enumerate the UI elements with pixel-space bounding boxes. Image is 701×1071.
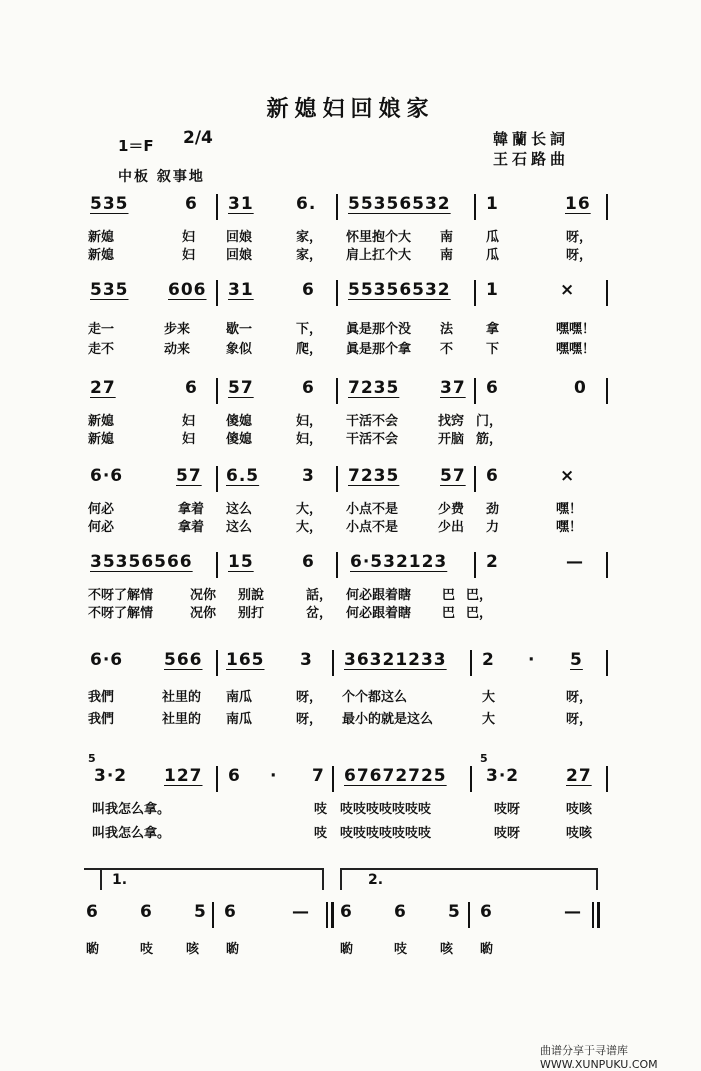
volta-bracket-1 [84, 868, 324, 870]
note-group: × [560, 280, 576, 300]
repeat-barline [331, 902, 334, 928]
note-group: 67672725 [344, 766, 447, 786]
barline [474, 552, 476, 578]
lyric: 大， [296, 520, 323, 535]
note-group: 2 [486, 552, 499, 572]
lyric: 吱呀 [494, 826, 521, 841]
note-group: 6 [480, 902, 493, 922]
lyric: 干活不会 [346, 432, 399, 447]
lyric: 瓜 [486, 230, 500, 245]
note-group: 6 [302, 378, 315, 398]
barline [336, 552, 338, 578]
watermark: 曲谱分享于寻谱库 WWW.XUNPUKU.COM [540, 1044, 658, 1071]
note-group: 5 [194, 902, 207, 922]
note-group: — [292, 902, 310, 922]
lyric: 嘿嘿！ [556, 322, 596, 337]
barline [212, 902, 214, 928]
note-group: 6 [302, 552, 315, 572]
lyric: 干活不会 [346, 414, 399, 429]
note-group: 55356532 [348, 194, 451, 214]
key-signature: 1＝F [118, 137, 154, 155]
lyric: 小点不是 [346, 502, 399, 517]
lyric: 我們 [88, 690, 115, 705]
note-group: 5 [570, 650, 583, 670]
lyric: 大 [482, 712, 496, 727]
note-group: 566 [164, 650, 203, 670]
lyric: 南 [440, 248, 454, 263]
grace-note: 5 [88, 752, 97, 765]
lyric: 呀， [566, 248, 593, 263]
lyric: 别打 [238, 606, 265, 621]
note-group: 6 [185, 194, 198, 214]
lyric: 找窍 [438, 414, 465, 429]
lyric: 拿着 [178, 502, 205, 517]
lyric: 妇， [296, 432, 323, 447]
lyric: 巴 [442, 606, 456, 621]
note-group: 7 [312, 766, 325, 786]
lyric: 象似 [226, 342, 253, 357]
lyric: 不呀了解情 [88, 588, 154, 603]
lyric: 社里的 [162, 712, 202, 727]
lyric: 我們 [88, 712, 115, 727]
barline [470, 766, 472, 792]
lyric: 南 [440, 230, 454, 245]
lyric: 新媳 [88, 248, 115, 263]
lyric: 何必跟着瞎 [346, 588, 412, 603]
note-group: 27 [566, 766, 592, 786]
lyric: 下 [486, 342, 500, 357]
barline [606, 766, 608, 792]
lyric: 吱呀 [494, 802, 521, 817]
volta-bracket-1 [322, 868, 324, 890]
lyric: 法 [440, 322, 454, 337]
lyric: 开脑 [438, 432, 465, 447]
lyric: 筋， [476, 432, 503, 447]
volta-bracket-2 [340, 868, 598, 870]
note-group: 3 [302, 466, 315, 486]
lyric: 况你 [190, 606, 217, 621]
lyric: 妇， [296, 414, 323, 429]
lyric: 最小的就是这么 [342, 712, 434, 727]
note-group: 37 [440, 378, 466, 398]
note-group: 57 [440, 466, 466, 486]
lyric: 呀， [566, 712, 593, 727]
barline [336, 280, 338, 306]
note-group: 6 [224, 902, 237, 922]
composer-credit: 王石路曲 [493, 150, 570, 168]
time-signature: 2/4 [183, 128, 213, 148]
note-group: — [566, 552, 584, 572]
barline [216, 280, 218, 306]
barline [216, 552, 218, 578]
lyric: 喲 [86, 942, 100, 957]
lyric: 岔， [306, 606, 333, 621]
lyric: 嘿！ [556, 502, 583, 517]
note-group: 3·2 [486, 766, 520, 786]
lyric: 不呀了解情 [88, 606, 154, 621]
lyric: 瓜 [486, 248, 500, 263]
lyric: 何必 [88, 520, 115, 535]
note-group: 6 [340, 902, 353, 922]
note-group: 6·532123 [350, 552, 448, 572]
lyric: 南瓜 [226, 712, 253, 727]
lyric: 傻媳 [226, 432, 253, 447]
barline [474, 194, 476, 220]
lyric: 吱 [314, 802, 328, 817]
lyric: 何必 [88, 502, 115, 517]
note-group: 5 [448, 902, 461, 922]
note-group: 6·6 [90, 466, 124, 486]
note-group: 6 [228, 766, 241, 786]
lyric: 吱咳 [566, 802, 593, 817]
lyric: 动来 [164, 342, 191, 357]
lyric: 走不 [88, 342, 115, 357]
barline [336, 194, 338, 220]
note-group: 6 [486, 466, 499, 486]
note-group: 1 [486, 194, 499, 214]
note-group: 27 [90, 378, 116, 398]
lyric: 喲 [226, 942, 240, 957]
note-group: 16 [565, 194, 591, 214]
note-group: 31 [228, 280, 254, 300]
barline [606, 552, 608, 578]
final-barline [592, 902, 594, 928]
lyric: 这么 [226, 520, 253, 535]
note-group: 127 [164, 766, 203, 786]
note-group: 6.5 [226, 466, 260, 486]
song-title: 新媳妇回娘家 [266, 96, 435, 122]
barline [336, 378, 338, 404]
lyric: 门， [476, 414, 503, 429]
lyric: 况你 [190, 588, 217, 603]
grace-note: 5 [480, 752, 489, 765]
volta-label-2: 2. [368, 872, 384, 888]
note-group: 165 [226, 650, 265, 670]
lyric: 家， [296, 248, 323, 263]
lyric: 何必跟着瞎 [346, 606, 412, 621]
barline [474, 378, 476, 404]
lyric: 新媳 [88, 230, 115, 245]
barline [216, 194, 218, 220]
repeat-barline [326, 902, 328, 928]
lyric: 大 [482, 690, 496, 705]
lyric: 这么 [226, 502, 253, 517]
lyric: 回娘 [226, 248, 253, 263]
lyric: 嘿嘿！ [556, 342, 596, 357]
volta-label-1: 1. [112, 872, 128, 888]
lyric: 歇一 [226, 322, 253, 337]
lyric: 爬， [296, 342, 323, 357]
note-group: 3 [300, 650, 313, 670]
lyric: 下， [296, 322, 323, 337]
lyric: 呀， [566, 690, 593, 705]
note-group: 1 [486, 280, 499, 300]
note-group: 7235 [348, 466, 400, 486]
note-group: × [560, 466, 576, 486]
lyric: 叫我怎么拿。 [92, 802, 171, 817]
barline [606, 650, 608, 676]
note-group: · [528, 650, 536, 670]
lyric: 巴， [466, 588, 493, 603]
note-group: 3·2 [94, 766, 128, 786]
lyric: 妇 [182, 248, 196, 263]
lyric: 回娘 [226, 230, 253, 245]
lyric: 吱咳 [566, 826, 593, 841]
lyric: 家， [296, 230, 323, 245]
lyric: 巴 [442, 588, 456, 603]
lyric: 傻媳 [226, 414, 253, 429]
lyric: 吱 [394, 942, 408, 957]
lyric: 拿 [486, 322, 500, 337]
lyric: 小点不是 [346, 520, 399, 535]
note-group: 6 [302, 280, 315, 300]
lyric: 咳 [440, 942, 454, 957]
lyric: 吱 [140, 942, 154, 957]
note-group: 7235 [348, 378, 400, 398]
lyric: 大， [296, 502, 323, 517]
lyric: 个个都这么 [342, 690, 408, 705]
lyric: 巴， [466, 606, 493, 621]
lyric: 不 [440, 342, 454, 357]
lyric: 妇 [182, 432, 196, 447]
barline [216, 378, 218, 404]
lyric: 少出 [438, 520, 465, 535]
lyric: 咳 [186, 942, 200, 957]
note-group: 6 [486, 378, 499, 398]
lyric: 南瓜 [226, 690, 253, 705]
note-group: 6 [140, 902, 153, 922]
lyric: 喲 [340, 942, 354, 957]
tempo-marking: 中板 叙事地 [118, 169, 205, 185]
note-group: 6. [296, 194, 317, 214]
note-group: 0 [574, 378, 587, 398]
lyric: 新媳 [88, 432, 115, 447]
lyric: 話， [306, 588, 333, 603]
lyric: 喲 [480, 942, 494, 957]
barline [606, 378, 608, 404]
lyric: 吱吱吱吱吱吱吱 [340, 826, 432, 841]
note-group: 55356532 [348, 280, 451, 300]
lyric: 少费 [438, 502, 465, 517]
lyric: 嘿！ [556, 520, 583, 535]
lyric: 肩上扛个大 [346, 248, 412, 263]
note-group: 535 [90, 280, 129, 300]
barline [474, 466, 476, 492]
barline [332, 766, 334, 792]
note-group: 6 [185, 378, 198, 398]
barline [474, 280, 476, 306]
note-group: 15 [228, 552, 254, 572]
lyric: 眞是那个没 [346, 322, 412, 337]
lyric: 力 [486, 520, 500, 535]
barline [216, 766, 218, 792]
barline [332, 650, 334, 676]
barline [606, 280, 608, 306]
note-group: 6 [394, 902, 407, 922]
lyric: 吱 [314, 826, 328, 841]
note-group: 6 [86, 902, 99, 922]
note-group: 36321233 [344, 650, 447, 670]
note-group: 606 [168, 280, 207, 300]
lyric: 叫我怎么拿。 [92, 826, 171, 841]
barline [336, 466, 338, 492]
barline [468, 902, 470, 928]
lyric: 步来 [164, 322, 191, 337]
note-group: 57 [176, 466, 202, 486]
volta-bracket-2 [596, 868, 598, 890]
lyric: 新媳 [88, 414, 115, 429]
note-group: — [564, 902, 582, 922]
lyric: 拿着 [178, 520, 205, 535]
note-group: 2 [482, 650, 495, 670]
barline [216, 650, 218, 676]
lyric: 妇 [182, 414, 196, 429]
barline [216, 466, 218, 492]
volta-bracket-2 [340, 868, 342, 890]
lyric: 社里的 [162, 690, 202, 705]
barline [470, 650, 472, 676]
lyric: 眞是那个拿 [346, 342, 412, 357]
lyric: 劲 [486, 502, 500, 517]
note-group: 57 [228, 378, 254, 398]
lyric: 吱吱吱吱吱吱吱 [340, 802, 432, 817]
lyric: 呀， [566, 230, 593, 245]
lyric: 别說 [238, 588, 265, 603]
lyric: 呀， [296, 690, 323, 705]
note-group: 35356566 [90, 552, 193, 572]
note-group: 535 [90, 194, 129, 214]
note-group: 31 [228, 194, 254, 214]
lyric: 呀， [296, 712, 323, 727]
volta-bracket-1 [100, 868, 102, 890]
barline [606, 194, 608, 220]
note-group: · [270, 766, 278, 786]
lyric: 走一 [88, 322, 115, 337]
lyric: 怀里抱个大 [346, 230, 412, 245]
note-group: 6·6 [90, 650, 124, 670]
lyricist-credit: 韓蘭长詞 [493, 130, 570, 148]
lyric: 妇 [182, 230, 196, 245]
final-barline [597, 902, 600, 928]
